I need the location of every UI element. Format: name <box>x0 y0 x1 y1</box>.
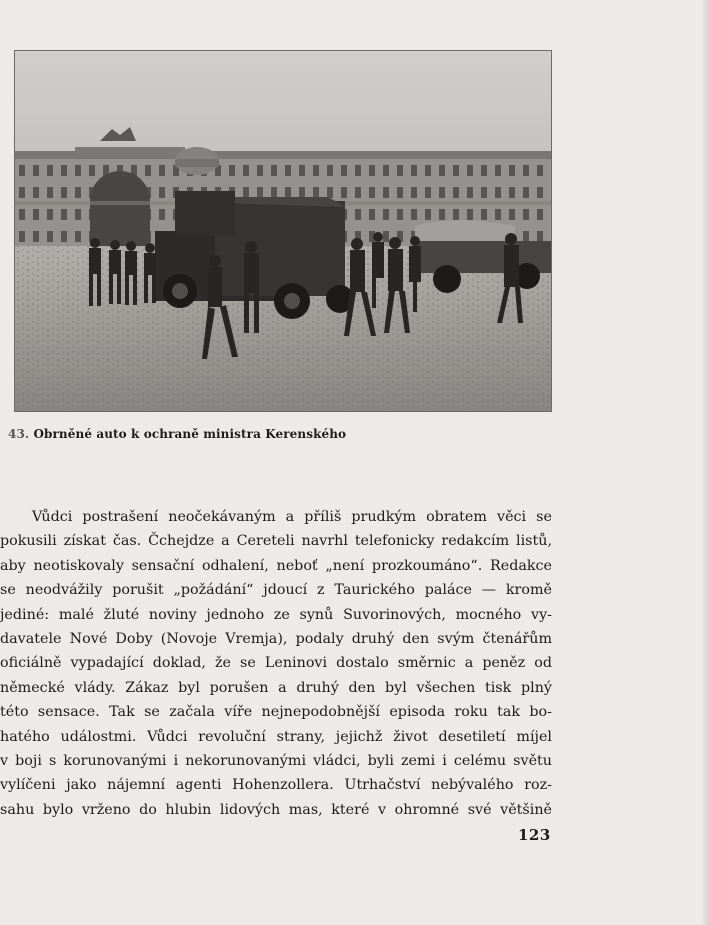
caption-number: 43. <box>8 427 30 441</box>
photo-illustration <box>15 51 551 411</box>
text-line: oficiálně vypadající doklad, že se Leninovi dostalo směrnic a peněz od <box>0 655 552 672</box>
text-line: aby neotiskovaly sensační odhalení, neboť „není prozkoumáno“. Redakce <box>0 557 552 574</box>
text-line: se neodvážily porušit „požádání“ jdoucí z Taurického paláce — kromě <box>0 582 552 599</box>
text-line: německé vlády. Zákaz byl porušen a druhý den byl všechen tisk plný <box>0 679 552 696</box>
text-line: davatele Nové Doby (Novoje Vremja), podaly druhý den svým čtenářům <box>0 630 552 647</box>
text-line: v boji s korunovanými i nekorunovanými vládci, byli zemi i celému světu <box>0 752 552 769</box>
text-line: jediné: malé žluté noviny jednoho ze synů Suvorinových, mocného vy- <box>0 606 552 623</box>
body-paragraph <box>0 505 552 822</box>
page-edge-shadow <box>701 0 709 925</box>
text-line: vylíčeni jako nájemní agenti Hohenzollera. Utrhačství nebývalého roz- <box>0 777 552 794</box>
photograph-armored-car <box>14 50 552 412</box>
text-line: hatého událostmi. Vůdci revoluční strany, jejichž život desetiletí míjel <box>0 728 552 745</box>
figure-caption <box>8 427 346 441</box>
text-line: této sensace. Tak se začala víře nejnepodobnější episoda roku tak bo- <box>0 704 552 721</box>
page-number: 123 <box>518 826 551 844</box>
text-line: pokusili získat čas. Čchejdze a Cereteli navrhl telefonicky redakcím listů, <box>0 533 552 550</box>
text-line: sahu bylo vrženo do hlubin lidových mas, které v ohromné své většině <box>0 801 552 818</box>
caption-text: Obrněné auto k ochraně ministra Kerenského <box>33 427 347 441</box>
text-line: Vůdci postrašení neočekávaným a příliš prudkým obratem věci se <box>32 509 552 525</box>
